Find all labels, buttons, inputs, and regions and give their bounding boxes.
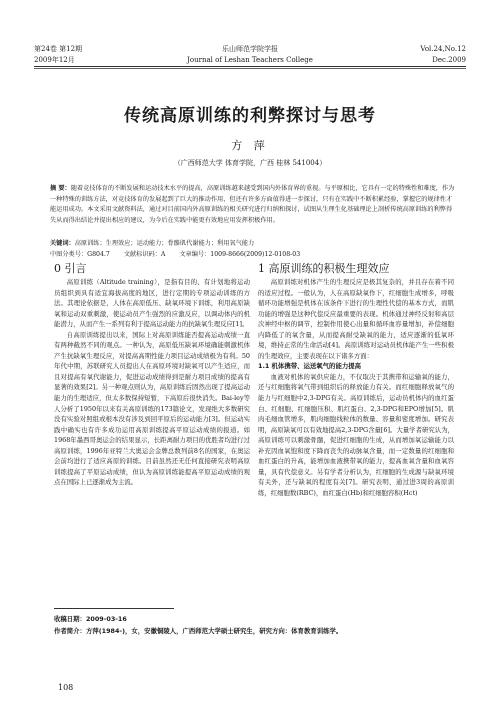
- intro-paragraph: 自高原训练提出以来，国际上对高原训练能否提高运动成绩一直有两种截然不同的观点。一种认为，高原低压缺氧环境确能刺激机体产生抗缺氧生理反应，对提高高期性能力项目运动成绩极为有利。50年代中期，苏联研究人员提出人在高原环境对缺氧可以产生适应，而且对提高有氧代谢能力，促进运动成绩得到是耐力项目成绩的提高有显著的效果[2]。另一种观点则认为，高原训练后固然出现了提高运动能力的生理适应，但太多数保持短暂，下高原后很快消失。Bai-ley等人分析了1950年以来有关高原训练的173篇论文，发现绝大多数研究没有实验对照组或根本没有涉及到回平原后的运动能力[3]。但运动实践中确实也有许多成功运用高原训练提高平原运动成绩的报道。如1968年墨西哥奥运会的结果显示，长距离耐力项目的优胜者均进行过高原训练，1996年亚特兰大奥运会金牌总数列前8名的国家，在奥运会前均进行了适应高原的训练。目前虽然还无任何直接研究表明高原训练提高了平原运动成绩，但认为高原训练能提高平原运动成绩的观点在国际上已逐渐成为主流。: [54, 330, 250, 487]
- keywords-text: 高原训练；生理效应；运动能力；骨骼肌代谢能力；利用氧气能力: [74, 240, 255, 247]
- class-number: 中图分类号：G804.7: [50, 251, 110, 258]
- document-code: 文献标识码：A: [123, 251, 166, 258]
- volume-issue-en: Vol.24,No.12: [420, 45, 466, 53]
- journal-name-cn: 乐山师范学院学报: [222, 45, 278, 53]
- volume-issue: 第24卷 第12期: [34, 45, 83, 53]
- subsection-1-1-heading: 1.1 机体携带、运送氧气的能力提高: [258, 362, 362, 371]
- keywords: [50, 239, 456, 250]
- author-name: 方 萍: [231, 139, 269, 152]
- header-rule-thin: [34, 68, 466, 69]
- journal-name-en: Journal of Leshan Teachers College: [187, 56, 313, 64]
- intro-paragraph: 高原训练（Altitude training），是指有目的、有计划地将运动员组织到具有适宜海拔高度的地区，进行定期的专项运动训练的方法。其理论依据是，人体在高原低压、缺氧环境下训练，利用高原缺氧和运动双重刺激，使运动员产生强烈的应激反应，以调动体内的机能潜力，从而产生一系列有利于提高运动能力的抗缺氧生理反应[1]。: [54, 278, 250, 329]
- article-number: 文章编号：1009-8666(2009)12-0108-03: [179, 251, 301, 258]
- author-bio: [54, 626, 454, 636]
- page-number: 108: [58, 683, 74, 692]
- author-bio-text: 作者简介：方萍(1984-)，女，安徽铜陵人，广西师范大学硕士研究生，研究方向：体育教育训练学。: [54, 627, 343, 635]
- abstract-text: 随着竞技体育的不断发展和运动技术水平的提高，高原训练越来越受到国内外体育界的重视。与平原相比，它具有一定的特殊性和难度，作为一种特殊的训练方法，对竞技体育的发展起到了巨大的推动作用，但还有许多方面值得进一步探讨，只有在实践中不断积累经验，掌握它的规律性才能运用成功。本文采用文献资料法，通过对目前国内外高原训练的相关研究进行归纳和探讨，试图从生理生化基础理论上剖析传统高原训练的利弊得失从而得出结论并提出相应的建议，为今后在实践中能更有效地应用发挥积极作用。: [50, 185, 455, 224]
- right-column: [258, 277, 454, 498]
- abstract-label: 摘 要：: [50, 185, 71, 192]
- classification-line: [50, 250, 456, 261]
- author-affiliation: （广西师范大学 体育学院，广西 桂林 541004）: [173, 159, 327, 167]
- article-title: 传统高原训练的利弊探讨与思考: [124, 106, 376, 126]
- issue-date: 2009年12月: [34, 56, 75, 64]
- subsection-1-1-paragraph: 血液对机体的氧供应能力，不仅取决于其携带和运输氧的能力，还与红细胞将氧气带到组织后的释放能力有关。而红细胞释放氧气的能力与红细胞中2,3-DPG有关。高原训练后，运动员机体内的血红蛋白、红细胞、红细胞压积、肌红蛋白、2,3-DPG和EPO增加[5]。肌肉毛细血管增多，肌肉细胞线粒体的数量、容量和密度增加。研究表明，高原缺氧可以有效地提高2,3-DPG含量[6]。大量学者研究认为，高原训练可以刺激骨髓，促进红细胞的生成，从而增加氧运输能力以补充因血氧饱和度下降而丧失的动脉氧含量，而一定数量的红细胞和血红蛋白的升高，能增加血液携带氧的能力，提高血氧含量和血氧容量，具有代偿意义。另有学者分析认为，红细胞的生成源与缺氧环境有关外，还与缺氧的程度有关[7]。研究表明，通过进3周的高原训练，红细胞数(RBC)，血红蛋白(Hb)和红细胞容积(Hct): [258, 372, 454, 497]
- section-1-heading: 1 高原训练的积极生理效应: [258, 262, 390, 275]
- header-rule: [34, 66, 466, 67]
- keywords-label: 关键词：: [50, 240, 75, 247]
- received-date: [54, 614, 454, 624]
- section-intro-heading: 0 引言: [54, 262, 87, 275]
- left-column: [54, 277, 250, 488]
- section-1-paragraph: 高原训练对机体产生的生理反应是极其复杂的，并且存在着不同的适应过程。一般认为，人在高原缺氧作下，红细胞生成增多，呼吸循环功能增强是机体在该条件下进行的生理性代偿的基本方式，而肌功能的增强是这种代偿反应最重要的表现。机体通过神经反射和高层次神经中枢的调节，控制作用使心出量和循环血容量增加，补偿细胞内降低了的氧含量，从而提高耐受缺氧的能力，适应逐渐的低氧环境，维持正常的生命活动[4]。高原训练对运动员机体能产生一些积极的生理效应，主要表现在以下诸多方面：: [258, 278, 454, 360]
- issue-date-en: Dec.2009: [432, 56, 466, 64]
- abstract: [50, 184, 456, 226]
- received-date-text: 收稿日期：2009-03-16: [54, 615, 127, 623]
- footnote-rule: [54, 608, 174, 609]
